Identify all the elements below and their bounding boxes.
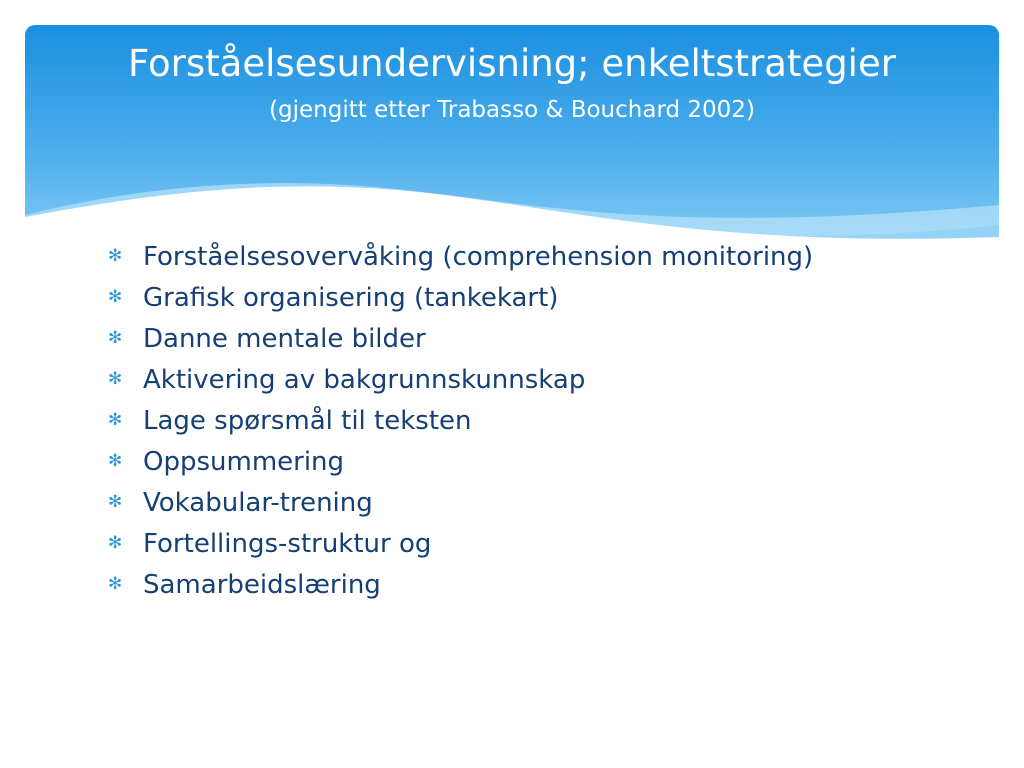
- asterisk-bullet-icon: ✻: [108, 287, 123, 307]
- list-item: [108, 441, 988, 482]
- bullet-text: Lage spørsmål til teksten: [143, 405, 472, 436]
- asterisk-bullet-icon: ✻: [108, 369, 123, 389]
- asterisk-bullet-icon: ✻: [108, 574, 123, 594]
- list-item: [108, 277, 988, 318]
- asterisk-bullet-icon: ✻: [108, 246, 123, 266]
- list-item: [108, 482, 988, 523]
- asterisk-bullet-icon: ✻: [108, 410, 123, 430]
- bullet-text: Vokabular-trening: [143, 487, 373, 518]
- list-item: [108, 523, 988, 564]
- list-item: [108, 236, 988, 277]
- slide-subtitle: (gjengitt etter Trabasso & Bouchard 2002): [269, 97, 755, 123]
- bullet-text: Aktivering av bakgrunnskunnskap: [143, 364, 586, 395]
- asterisk-bullet-icon: ✻: [108, 328, 123, 348]
- bullet-text: Samarbeidslæring: [143, 569, 381, 600]
- list-item: [108, 564, 988, 605]
- bullet-text: Forståelsesovervåking (comprehension monitoring): [143, 241, 814, 272]
- bullet-list: [108, 236, 988, 605]
- bullet-text: Oppsummering: [143, 446, 345, 477]
- asterisk-bullet-icon: ✻: [108, 451, 123, 471]
- list-item: [108, 400, 988, 441]
- bullet-text: Danne mentale bilder: [143, 323, 426, 354]
- slide-title: Forståelsesundervisning; enkeltstrategier: [128, 42, 896, 85]
- bullet-text: Grafisk organisering (tankekart): [143, 282, 559, 313]
- asterisk-bullet-icon: ✻: [108, 492, 123, 512]
- bullet-text: Fortellings-struktur og: [143, 528, 432, 559]
- list-item: [108, 359, 988, 400]
- asterisk-bullet-icon: ✻: [108, 533, 123, 553]
- list-item: [108, 318, 988, 359]
